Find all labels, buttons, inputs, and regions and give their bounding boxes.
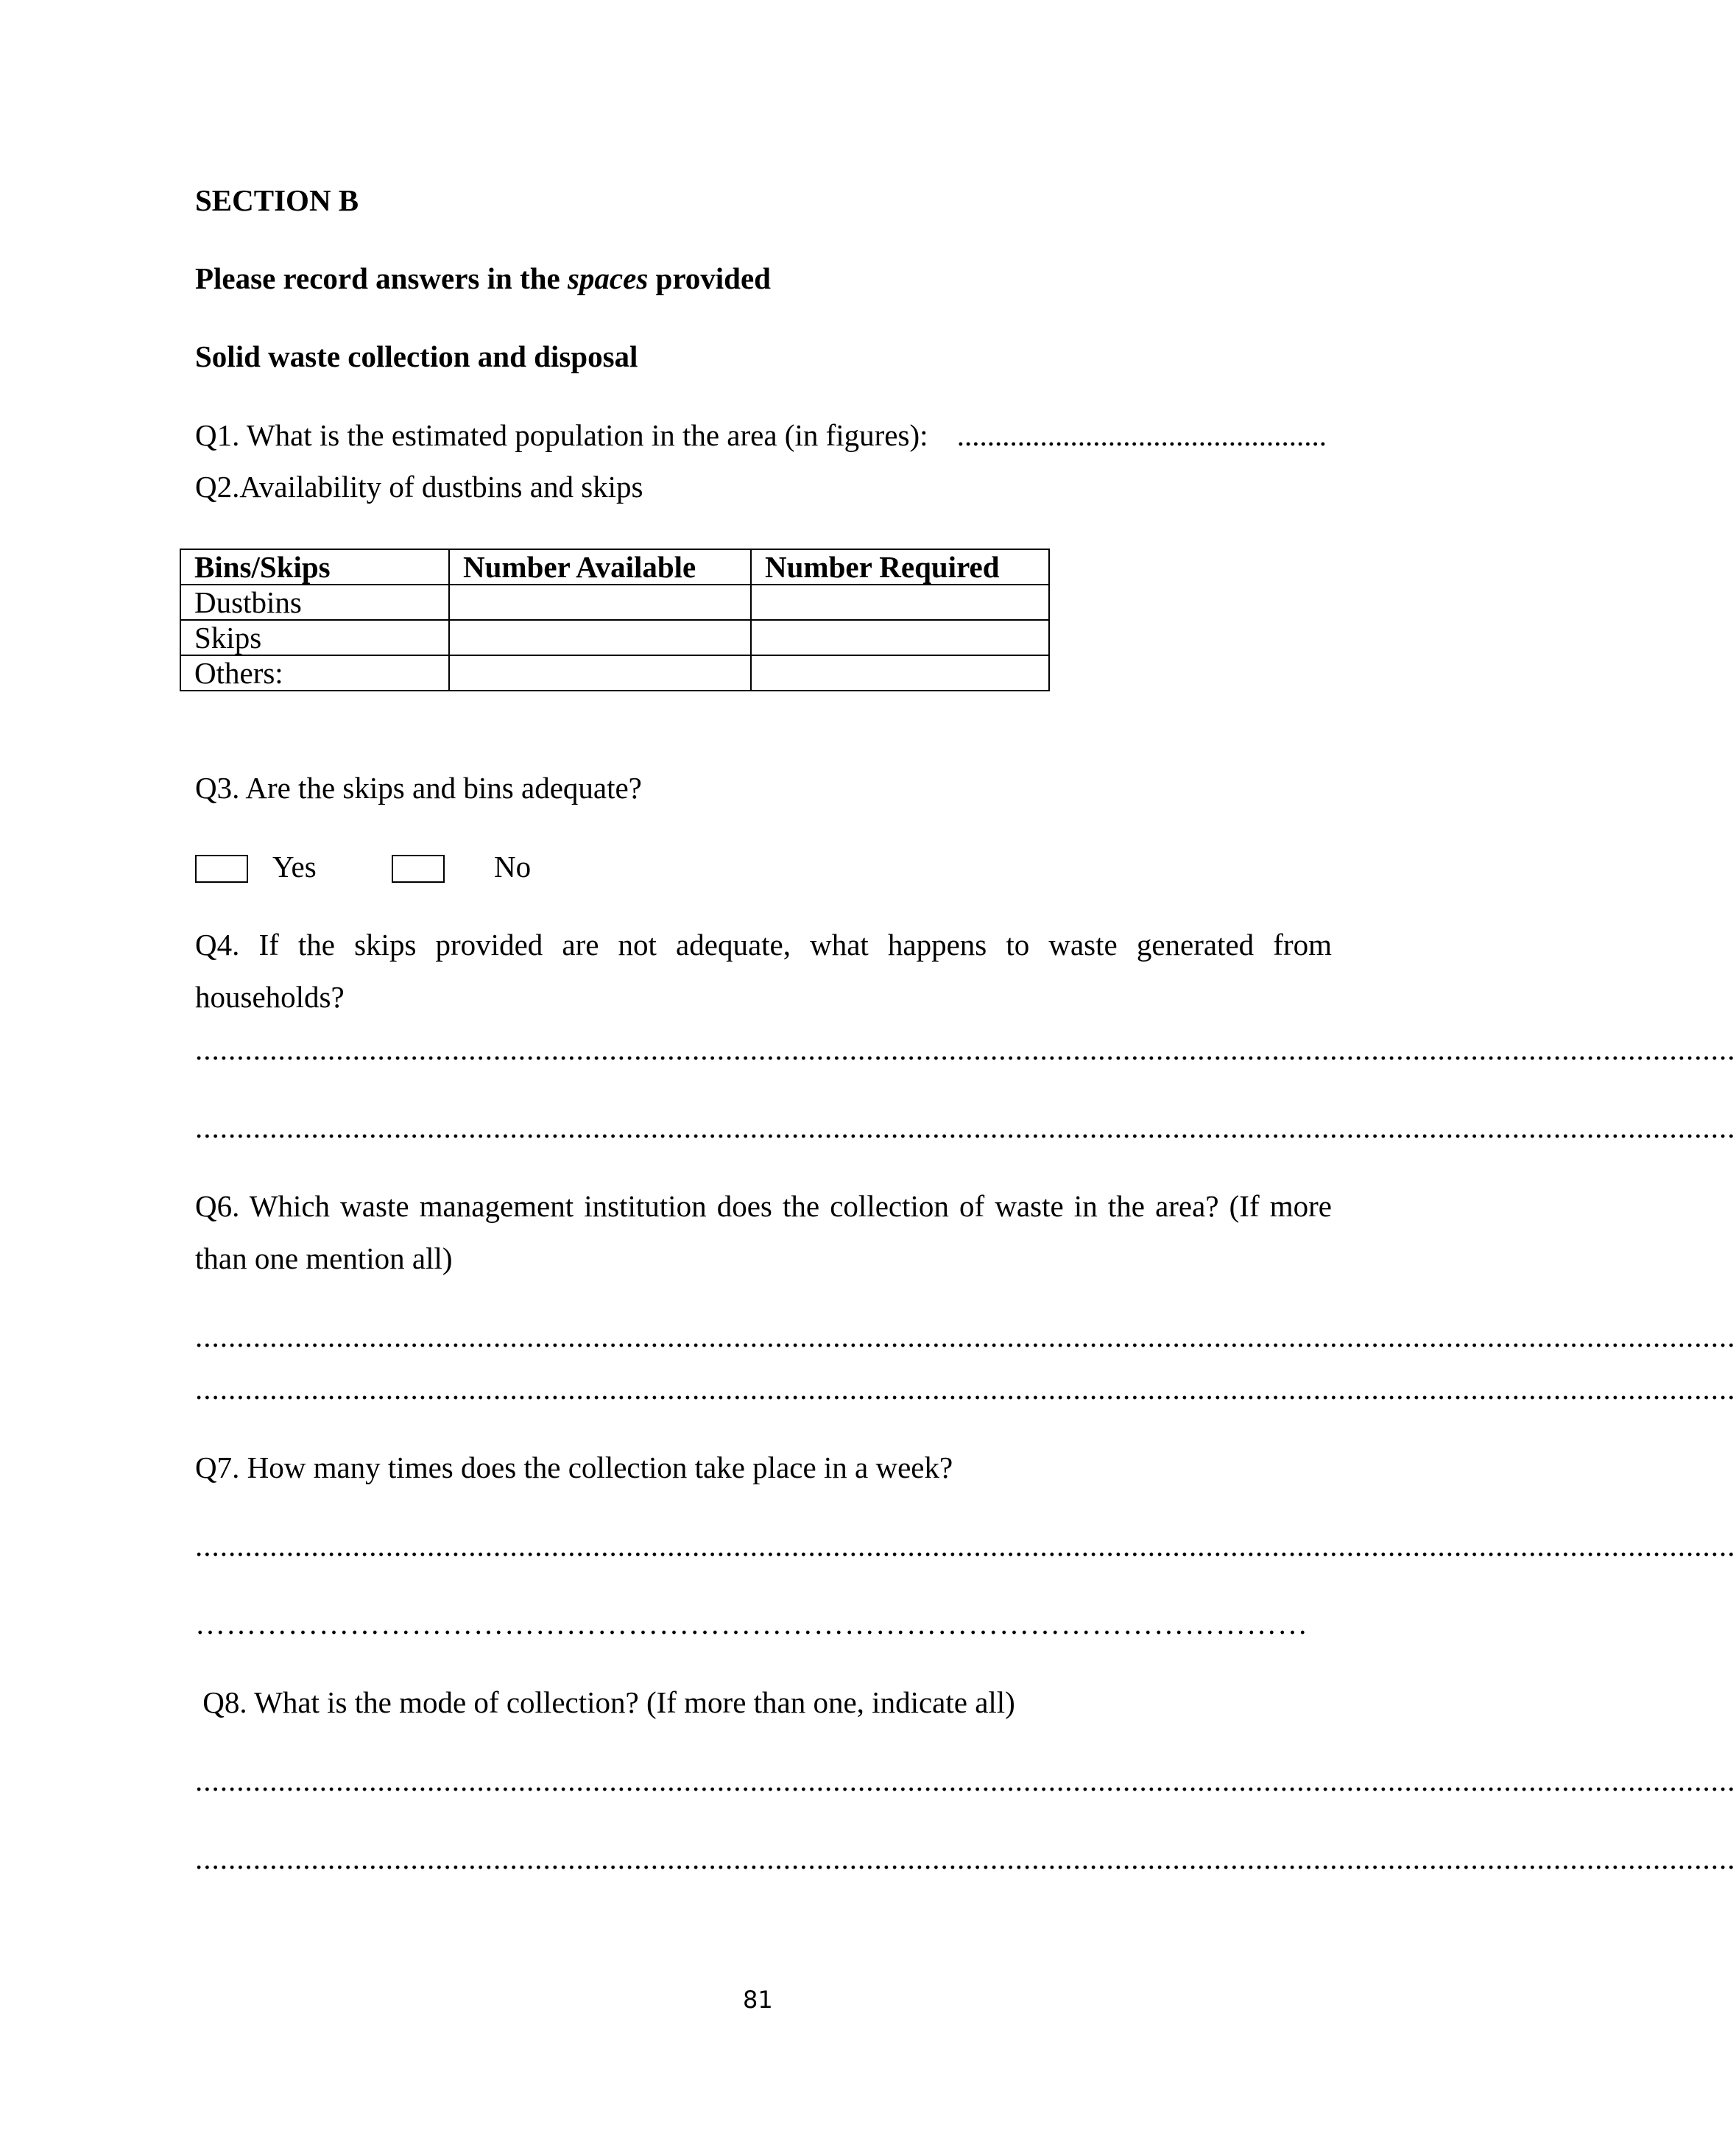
yes-checkbox[interactable]	[195, 855, 248, 883]
q6-question-line2: than one mention all)	[195, 1241, 453, 1275]
q6-answer-line-1[interactable]: ..........................................................................................................................................................................................	[195, 1319, 1736, 1353]
table-header-cell: Bins/Skips	[180, 549, 449, 585]
table-header-cell: Number Required	[751, 549, 1049, 585]
table-row	[180, 655, 1049, 691]
q4-question-line1: Q4. If the skips provided are not adequate, what happens to waste generated from	[195, 928, 1332, 962]
bins-skips-table	[180, 549, 1050, 691]
table-cell: Dustbins	[180, 585, 449, 620]
table-cell[interactable]	[449, 620, 751, 655]
section-title: SECTION B	[195, 183, 359, 217]
table-cell[interactable]	[449, 655, 751, 691]
instruction-before: Please record answers in the	[195, 261, 568, 295]
table-header-row	[180, 549, 1049, 585]
table-header-cell: Number Available	[449, 549, 751, 585]
table-cell[interactable]	[449, 585, 751, 620]
q1-answer-line[interactable]: .................................................	[956, 418, 1327, 452]
q8-answer-line-1[interactable]: ..........................................................................................................................................................................................	[195, 1763, 1736, 1797]
q8-answer-line-2[interactable]: ..........................................................................................................................................................................................	[195, 1841, 1736, 1875]
table-cell[interactable]	[751, 620, 1049, 655]
no-label: No	[494, 850, 532, 884]
table-cell: Skips	[180, 620, 449, 655]
table-cell[interactable]	[751, 585, 1049, 620]
q1-question: Q1. What is the estimated population in the area (in figures):	[195, 418, 928, 452]
table-row	[180, 620, 1049, 655]
q4-answer-line-1[interactable]: ..........................................................................................................................................................................................	[195, 1032, 1736, 1066]
q7-answer-line-2[interactable]: ………………………………………………………………………………………………	[195, 1607, 1308, 1640]
table-row	[180, 585, 1049, 620]
instruction-emphasis: spaces	[567, 261, 649, 295]
no-checkbox[interactable]	[392, 855, 445, 883]
q8-question: Q8. What is the mode of collection? (If more than one, indicate all)	[195, 1685, 1015, 1719]
q6-question-line1: Q6. Which waste management institution does the collection of waste in the area? (If more	[195, 1189, 1332, 1223]
table-cell[interactable]	[751, 655, 1049, 691]
q4-answer-line-2[interactable]: ..........................................................................................................................................................................................	[195, 1110, 1736, 1144]
q4-question-line2: households?	[195, 980, 345, 1014]
instruction-after: provided	[648, 261, 771, 295]
q6-answer-line-2[interactable]: ..........................................................................................................................................................................................	[195, 1372, 1736, 1406]
page-number: 81	[743, 1986, 773, 2014]
instruction	[195, 260, 771, 297]
yes-label: Yes	[272, 850, 317, 884]
q2-question: Q2.Availability of dustbins and skips	[195, 470, 643, 504]
q3-question: Q3. Are the skips and bins adequate?	[195, 771, 642, 805]
q7-question: Q7. How many times does the collection take place in a week?	[195, 1450, 953, 1484]
table-cell: Others:	[180, 655, 449, 691]
subtitle: Solid waste collection and disposal	[195, 339, 638, 373]
q7-answer-line-1[interactable]: ..........................................................................................................................................................................................	[195, 1529, 1736, 1562]
